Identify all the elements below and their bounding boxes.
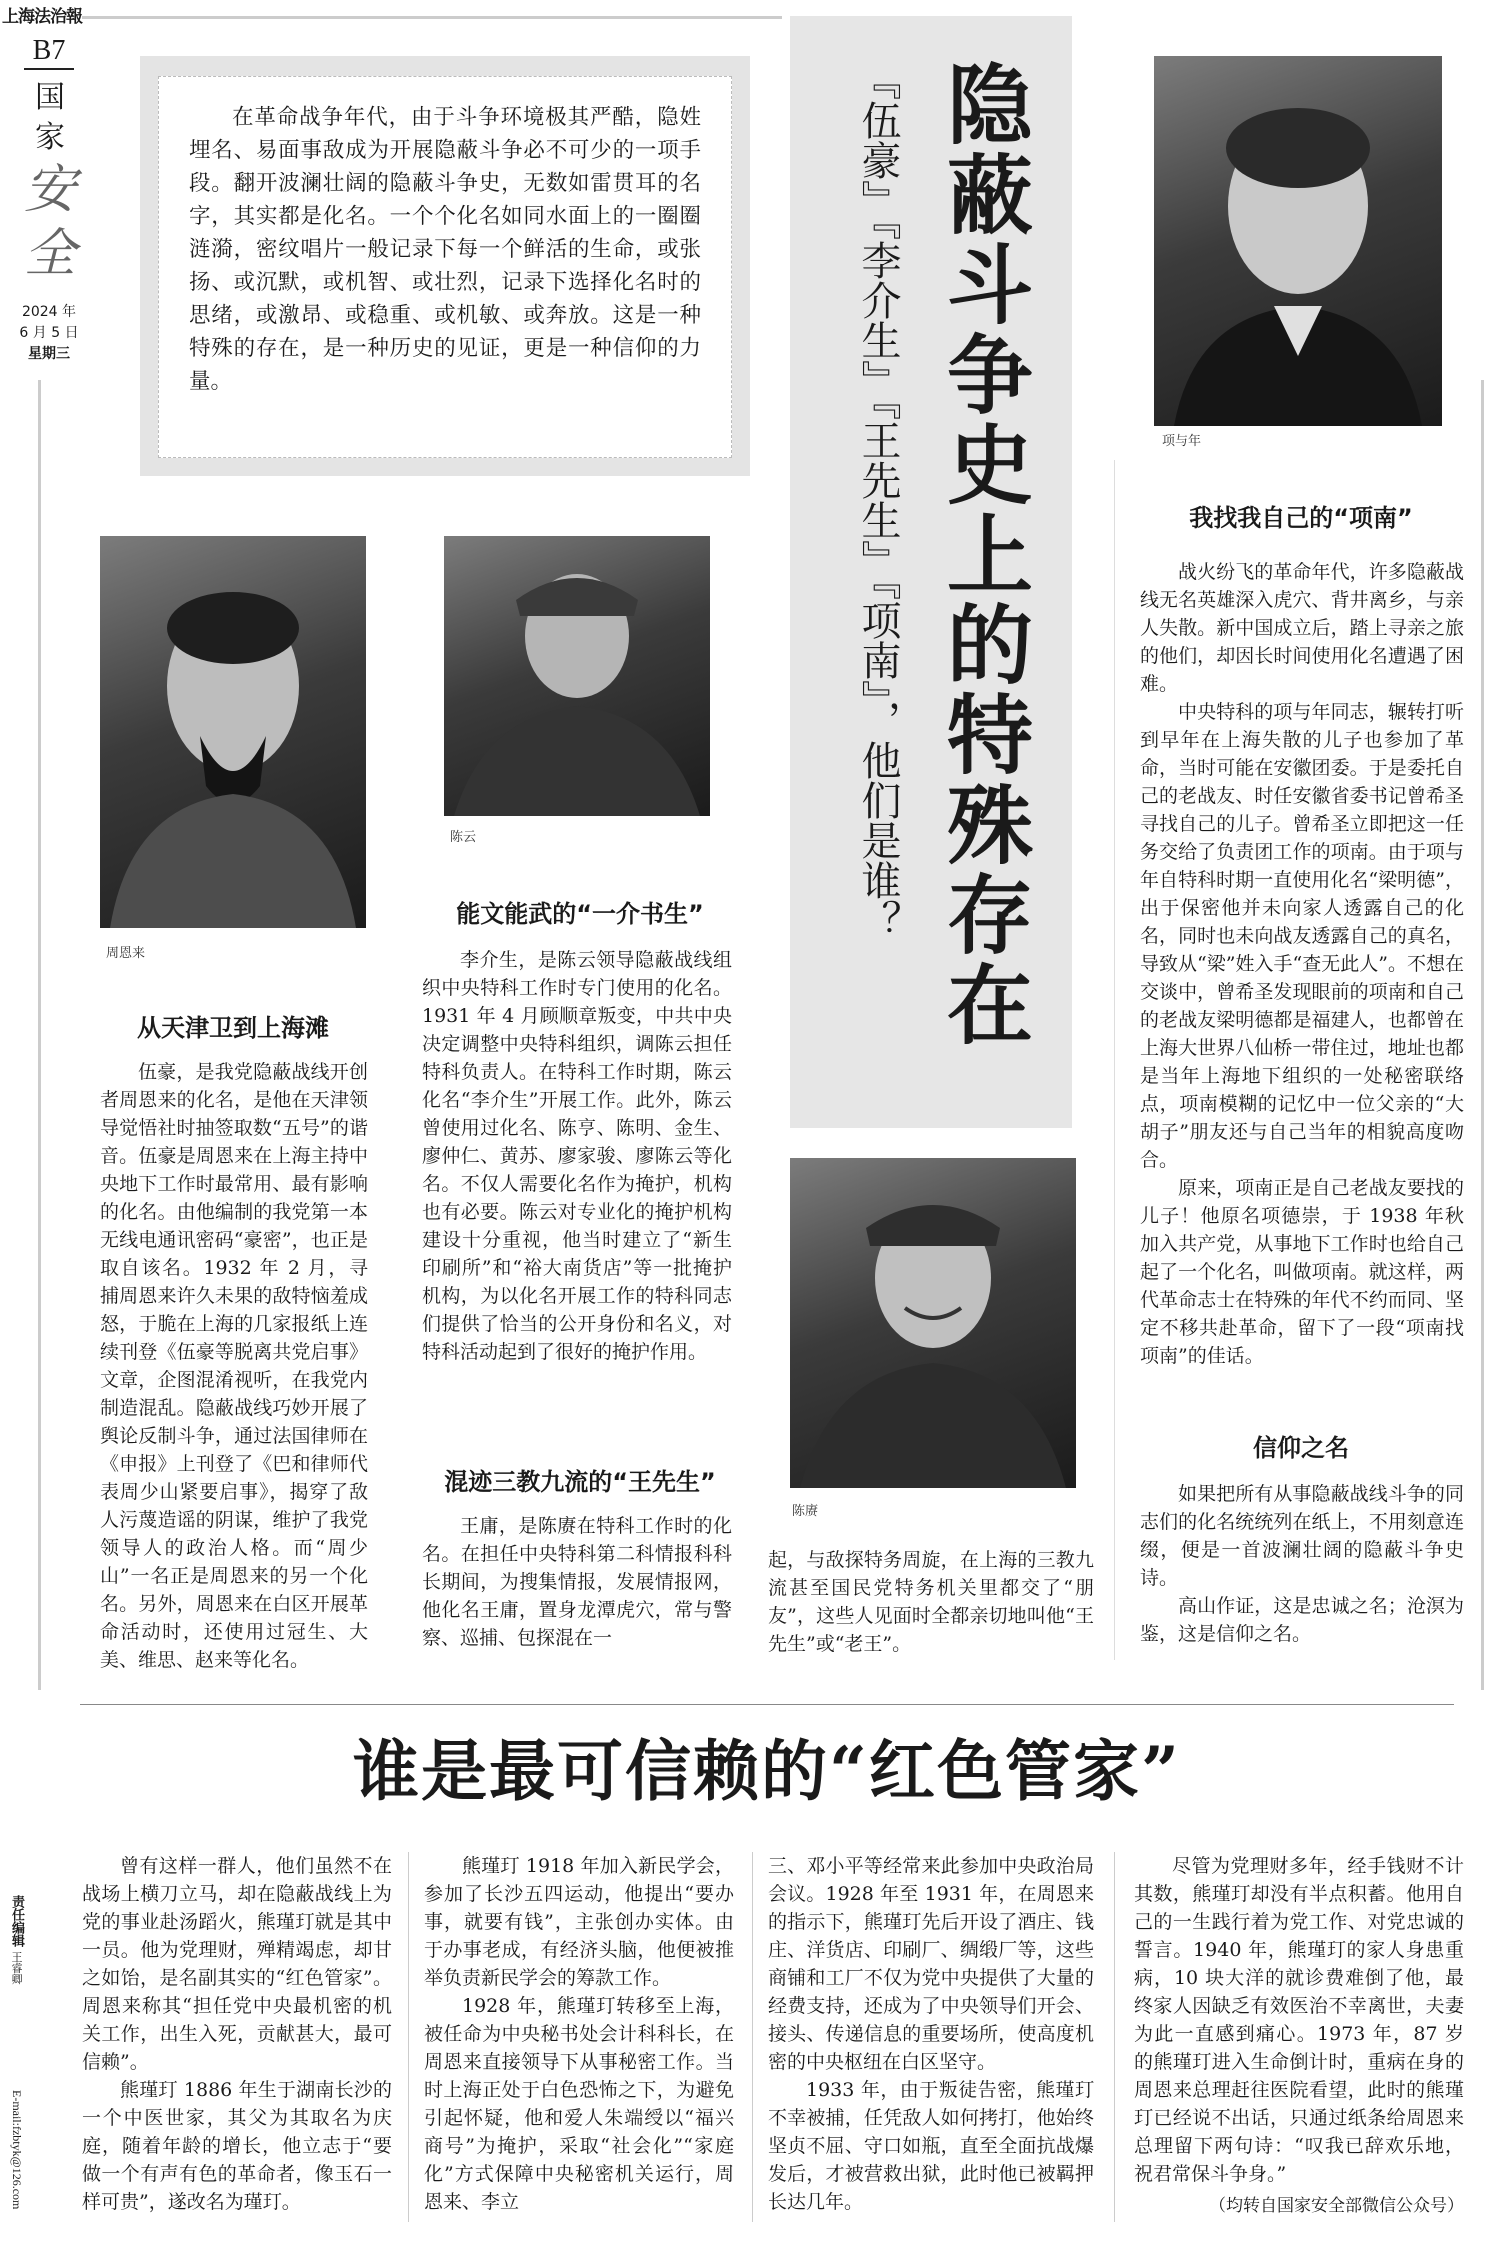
section-char: 全 [23,224,76,284]
paragraph: 中央特科的项与年同志，辗转打听到早年在上海失散的儿子也参加了革命，当时可能在安徽团委。于是委托自己的老战友、时任安徽省委书记曾希圣寻找自己的儿子。曾希圣立即把这一任务交给了负责团工作的项南。由于项与年自特科时期一直使用化名“梁明德”，出于保密他并未向家人透露自己的化名，同时也未向战友透露自己的真名，导致从“梁”姓入手“查无此人”。不想在交谈中，曾希圣发现眼前的项南和自己的老战友梁明德都是福建人，也都曾在上海大世界八仙桥一带住过，地址也都是当年上海地下组织的一处秘密联络点，项南模糊的记忆中一位父亲的“大胡子”朋友还与自己当年的相貌高度吻合。 [1140,701,1464,1171]
section-body [100,1058,368,1674]
section-title: 我找我自己的“项南” [1189,504,1413,532]
article2-column [768,1852,1094,2216]
section-body [1140,1480,1464,1648]
intro-box [158,76,732,458]
section-title: 从天津卫到上海滩 [137,1014,329,1042]
paragraph: 熊瑾玎 1886 年生于湖南长沙的一个中医世家，其父为其取名为庆庭，随着年龄的增长，他立志于“要做一个有声有色的革命者，像玉石一样可贵”，遂改名为瑾玎。 [82,2079,392,2213]
paragraph: 熊瑾玎 1918 年加入新民学会，参加了长沙五四运动，他提出“要办事，就要有钱”，主张创办实体。由于办事老成，有经济头脑，他便被推举负责新民学会的筹款工作。 [424,1855,734,1989]
section-title: 混迹三教九流的“王先生” [444,1468,716,1496]
date-weekday: 星期三 [28,346,70,362]
photo-zhou-enlai [100,536,366,928]
feature-frame-top [82,16,782,19]
page-number: B7 [24,34,74,70]
column-divider [1114,460,1115,1660]
paragraph: 起，与敌探特务周旋，在上海的三教九流甚至国民党特务机关里都交了“朋友”，这些人见面时全都亲切地叫他“王先生”或“老王”。 [768,1549,1094,1655]
paragraph: 王庸，是陈赓在特科工作时的化名。在担任中央特科第二科情报科科长期间，为搜集情报，发展情报网，他化名王庸，置身龙潭虎穴，常与警察、巡捕、包探混在一 [422,1515,732,1649]
paragraph: 曾有这样一群人，他们虽然不在战场上横刀立马，却在隐蔽战线上为党的事业赴汤蹈火，熊瑾玎就是其中一员。他为党理财，殚精竭虑，却甘之如饴，是名副其实的“红色管家”。周恩来称其“担任党中央最机密的机关工作，出生入死，贡献甚大，最可信赖”。 [82,1855,392,2073]
paragraph: 高山作证，这是忠诚之名；沧溟为鉴，这是信仰之名。 [1140,1595,1464,1645]
article2-title: 谁是最可信赖的“红色管家” [353,1732,1181,1810]
caption-zhou-enlai: 周恩来 [106,946,146,961]
column-divider [1114,1852,1115,2222]
editor-name: 王睿卿 [10,1951,23,1985]
headline-sub-part: 『李介生』 [855,220,901,400]
photo-chen-yun [444,536,710,816]
paragraph: 尽管为党理财多年，经手钱财不计其数，熊瑾玎却没有半点积蓄。他用自己的一生践行着为党工作、对党忠诚的誓言。1940 年，熊瑾玎的家人身患重病，10 块大洋的就诊费难倒了他，最终家人因缺乏有效医治不幸离世，夫妻为此一直感到痛心。1973 年，87 岁的熊瑾玎进入生命倒计时，重病在身的周恩来总理赶往医院看望，此时的熊瑾玎已经说不出话，只通过纸条给周恩来总理留下两句诗：“叹我已辞欢乐地，祝君常保斗争身。” [1134,1855,1464,2185]
editor-label: 责任编辑 [9,1895,24,1947]
caption-chen-geng: 陈赓 [792,1504,819,1519]
section-char: 国 [35,80,65,115]
feature-frame-side [38,380,41,1690]
section-body [422,946,732,1366]
section-char: 安 [23,160,76,220]
column-divider [408,1852,409,2222]
caption-chen-yun: 陈云 [450,830,477,845]
article2-column [424,1852,734,2216]
editor-email: E-mail:fzbtyk@126.com [10,2090,24,2210]
paragraph: 如果把所有从事隐蔽战线斗争的同志们的化名统统列在纸上，不用刻意连缀，便是一首波澜壮阔的隐蔽斗争史诗。 [1140,1483,1464,1589]
paragraph: 李介生，是陈云领导隐蔽战线组织中央特科工作时专门使用的化名。1931 年 4 月顾顺章叛变，中共中央决定调整中央特科组织，调陈云担任特科负责人。在特科工作时期，陈云化名“李介生”开展工作。此外，陈云曾使用过化名、陈亨、陈明、金生、廖仲仁、黄苏、廖家骏、廖陈云等化名。不仅人需要化名作为掩护，机构也有必要。陈云对专业化的掩护机构建设十分重视，他当时建立了“新生印刷所”和“裕大南货店”等一批掩护机构，为以化名开展工作的特科同志们提供了恰当的公开身份和名义，对特科活动起到了很好的掩护作用。 [422,949,732,1363]
issue-date [18,302,80,365]
paragraph: 三、邓小平等经常来此参加中央政治局会议。1928 年至 1931 年，在周恩来的指示下，熊瑾玎先后开设了酒庄、钱庄、洋货店、印刷厂、绸缎厂等，这些商铺和工厂不仅为党中央提供了大量的经费支持，还成为了中央领导们开会、接头、传递信息的重要场所，使高度机密的中央枢纽在白区坚守。 [768,1855,1094,2073]
paragraph: 原来，项南正是自己老战友要找的儿子！他原名项德崇，于 1938 年秋加入共产党，从事地下工作时也给自己起了一个化名，叫做项南。就这样，两代革命志士在特殊的年代不约而同、坚定不移共赴革命，留下了一段“项南找项南”的佳话。 [1140,1177,1464,1367]
article-separator [80,1704,1454,1705]
section-title: 能文能武的“一介书生” [456,900,704,928]
date-year: 2024 年 [21,304,77,320]
section-body [768,1546,1094,1658]
section-name [20,78,80,286]
column-divider [752,1852,753,2222]
headline-sub-part: 『项南』， [855,580,901,740]
article2-column [82,1852,392,2216]
intro-text: 在革命战争年代，由于斗争环境极其严酷，隐姓埋名、易面事敌成为开展隐蔽斗争必不可少的一项手段。翻开波澜壮阔的隐蔽斗争史，无数如雷贯耳的名字，其实都是化名。一个个化名如同水面上的一圈圈涟漪，密纹唱片一般记录下每一个鲜活的生命，或张扬、或沉默，或机智、或壮烈，记录下选择化名时的思绪，或激昂、或稳重、或机敏、或奔放。这是一种特殊的存在，是一种历史的见证，更是一种信仰的力量。 [189,105,701,394]
section-title: 信仰之名 [1253,1434,1349,1462]
date-day: 6 月 5 日 [19,325,79,341]
headline-main: 隐蔽斗争史上的特殊存在 [932,60,1033,1050]
headline-sub-part: 『王先生』 [855,400,901,580]
headline-sub-part: 他们是谁？ [855,740,901,940]
masthead [0,0,82,400]
paragraph: 1928 年，熊瑾玎转移至上海，被任命为中央秘书处会计科科长，在周恩来直接领导下从事秘密工作。当时上海正处于白色恐怖之下，为避免引起怀疑，他和爱人朱端绶以“福兴商号”为掩护，采取“社会化”“家庭化”方式保障中央秘密机关运行，周恩来、李立 [424,1995,734,2213]
paragraph: 伍豪，是我党隐蔽战线开创者周恩来的化名，是他在天津领导觉悟社时抽签取数“五号”的谐音。伍豪是周恩来在上海主持中央地下工作时最常用、最有影响的化名。由他编制的我党第一本无线电通讯密码“豪密”，也正是取自该名。1932 年 2 月，寻捕周恩来许久未果的敌特恼羞成怒，于脆在上海的几家报纸上连续刊登《伍豪等脱离共党启事》文章，企图混淆视听，在我党内制造混乱。隐蔽战线巧妙开展了舆论反制斗争，通过法国律师在《申报》上刊登了《巴和律师代表周少山紧要启事》，揭穿了敌人污蔑造谣的阴谋，维护了我党领导人的政治人格。而“周少山”一名正是周恩来的另一个化名。另外，周恩来在白区开展革命活动时，还使用过冠生、大美、维思、赵来等化名。 [100,1061,368,1671]
section-char: 家 [35,120,65,155]
photo-chen-geng [790,1158,1076,1488]
headline-sub-part: 『伍豪』 [855,60,901,220]
photo-xiang-yunian [1154,56,1442,426]
paper-logo: 上海法治報 [2,7,82,27]
paragraph: 战火纷飞的革命年代，许多隐蔽战线无名英雄深入虎穴、背井离乡，与亲人失散。新中国成立后，踏上寻亲之旅的他们，却因长时间使用化名遭遇了困难。 [1140,561,1464,695]
editor-credit [4,1895,24,1984]
article2-column [1134,1852,1464,2220]
headline-sub [836,60,906,1070]
section-body [422,1512,732,1652]
paragraph: 1933 年，由于叛徒告密，熊瑾玎不幸被捕，任凭敌人如何拷打，他始终坚贞不屈、守口如瓶，直至全面抗战爆发后，才被营救出狱，此时他已被羁押长达几年。 [768,2079,1094,2213]
caption-xiang-yunian: 项与年 [1162,434,1202,449]
source-note: （均转自国家安全部微信公众号） [1209,2196,1464,2216]
section-body [1140,558,1464,1370]
